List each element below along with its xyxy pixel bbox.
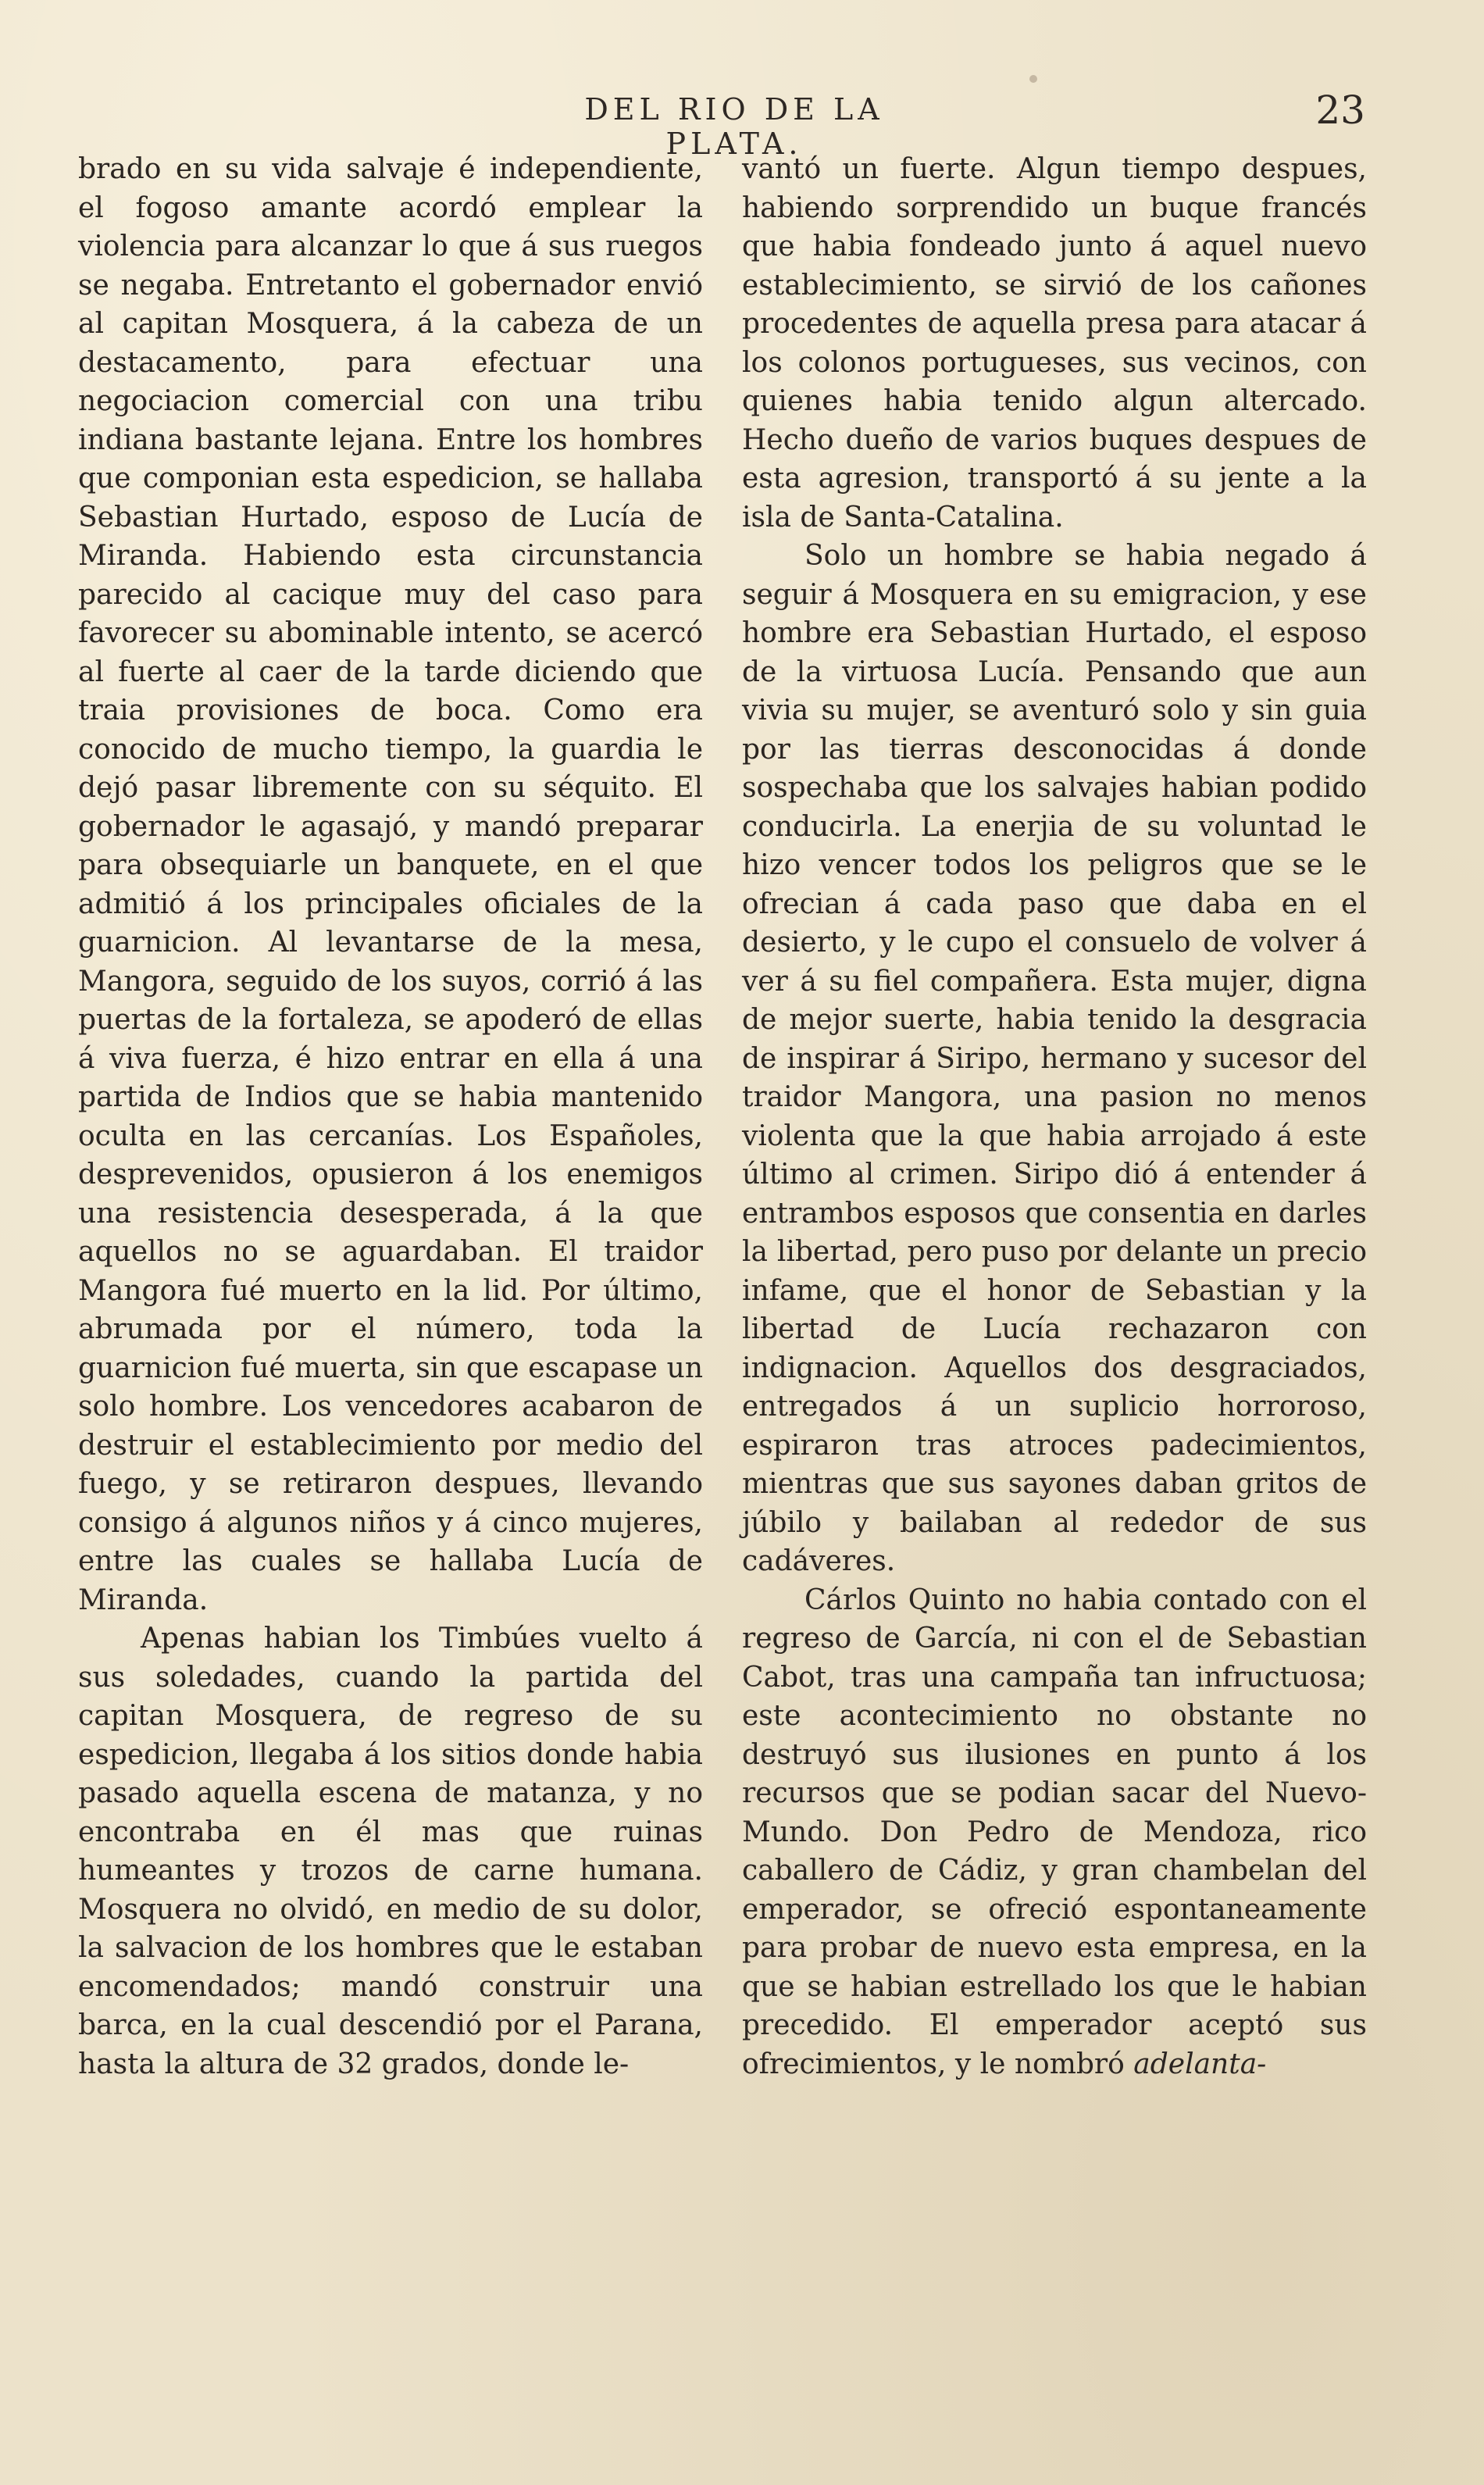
paragraph-text: Cárlos Quinto no habia contado con el regreso de García, ni con el de Sebastian Cabot, tras una campaña tan infructuosa; este acontecimiento no obstante no destruyó sus ilusiones en punto á los recursos que se podian sacar del Nuevo-Mundo. Don Pedro de Mendoza, rico caballero de Cádiz, y gran chambelan del emperador, se ofreció espontaneamente para probar de nuevo esta empresa, en la que se habian estrellado los que le habian precedido. El emperador aceptó sus ofrecimientos, y le nombró — [742, 1583, 1367, 2080]
paragraph — [742, 1581, 1367, 2084]
left-column — [78, 150, 703, 2083]
ink-speck-decoration — [1029, 75, 1037, 83]
running-title: DEL RIO DE LA PLATA. — [584, 92, 884, 161]
italic-word: adelanta- — [1133, 2048, 1267, 2080]
page-number: 23 — [1315, 87, 1365, 133]
paragraph: Solo un hombre se habia negado á seguir á Mosquera en su emigracion, y ese hombre era Sebastian Hurtado, el esposo de la virtuosa Lucía. Pensando que aun vivia su mujer, se aventuró solo y sin guia por las tierras desconocidas á donde sospechaba que los salvajes habian podido conducirla. La enerjia de su voluntad le hizo vencer todos los peligros que se le ofrecian á cada paso que daba en el desierto, y le cupo el consuelo de volver á ver á su fiel compañera. Esta mujer, digna de mejor suerte, habia tenido la desgracia de inspirar á Siripo, hermano y sucesor del traidor Mangora, una pasion no menos violenta que la que habia arrojado á este último al crimen. Siripo dió á entender á entrambos esposos que consentia en darles la libertad, pero puso por delante un precio infame, que el honor de Sebastian y la libertad de Lucía rechazaron con indignacion. Aquellos dos desgraciados, entregados á un suplicio horroroso, espiraron tras atroces padecimientos, mientras que sus sayones daban gritos de júbilo y bailaban al rededor de sus cadáveres. — [742, 540, 1367, 1577]
paragraph: Apenas habian los Timbúes vuelto á sus soledades, cuando la partida del capitan Mosquera, de regreso de su espedicion, llegaba á los sitios donde habia pasado aquella escena de matanza, y no encontraba en él mas que ruinas humeantes y trozos de carne humana. Mosquera no olvidó, en medio de su dolor, la salvacion de los hombres que le estaban encomendados; mandó construir una barca, en la cual descendió por el Parana, hasta la altura de 32 grados, donde le- — [78, 1623, 703, 2080]
right-column — [742, 150, 1367, 2083]
paragraph: vantó un fuerte. Algun tiempo despues, habiendo sorprendido un buque francés que habia fondeado junto á aquel nuevo establecimiento, se sirvió de los cañones procedentes de aquella presa para atacar á los colonos portugueses, sus vecinos, con quienes habia tenido algun altercado. Hecho dueño de varios buques despues de esta agresion, transportó á su jente a la isla de Santa-Catalina. — [742, 153, 1367, 534]
paragraph: brado en su vida salvaje é independiente, el fogoso amante acordó emplear la violencia para alcanzar lo que á sus ruegos se negaba. Entretanto el gobernador envió al capitan Mosquera, á la cabeza de un destacamento, para efectuar una negociacion comercial con una tribu indiana bastante lejana. Entre los hombres que componian esta espedicion, se hallaba Sebastian Hurtado, esposo de Lucía de Miranda. Habiendo esta circunstancia parecido al cacique muy del caso para favorecer su abominable intento, se acercó al fuerte al caer de la tarde diciendo que traia provisiones de boca. Como era conocido de mucho tiempo, la guardia le dejó pasar libremente con su séquito. El gobernador le agasajó, y mandó preparar para obsequiarle un banquete, en el que admitió á los principales oficiales de la guarnicion. Al levantarse de la mesa, Mangora, seguido de los suyos, corrió á las puertas de la fortaleza, se apoderó de ellas á viva fuerza, é hizo entrar en ella á una partida de Indios que se habia mantenido oculta en las cercanías. Los Españoles, desprevenidos, opusieron á los enemigos una resistencia desesperada, á la que aquellos no se aguardaban. El traidor Mangora fué muerto en la lid. Por último, abrumada por el número, toda la guarnicion fué muerta, sin que escapase un solo hombre. Los vencedores acabaron de destruir el establecimiento por medio del fuego, y se retiraron despues, llevando consigo á algunos niños y á cinco mujeres, entre las cuales se hallaba Lucía de Miranda. — [78, 153, 703, 1616]
